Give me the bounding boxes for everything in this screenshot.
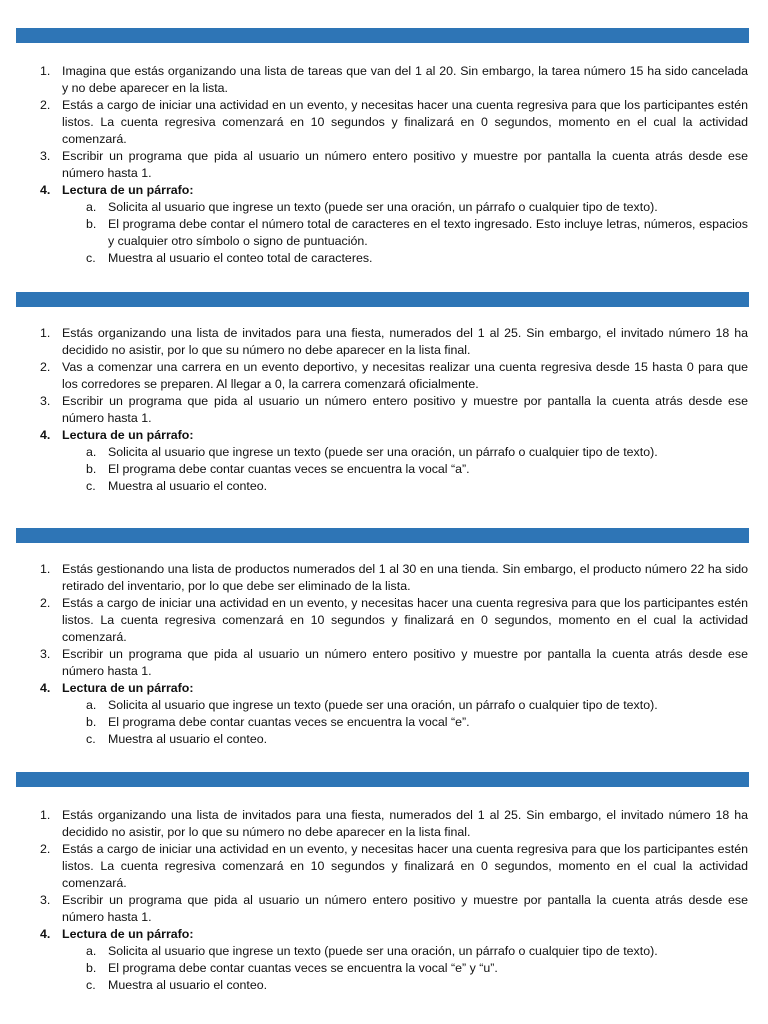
exercise-list (16, 325, 749, 495)
list-item: 3. Escribir un programa que pida al usuario un número entero positivo y muestre por pantalla la cuenta atrás desde ese número hasta 1. (40, 893, 748, 924)
list-item: 1. Estás organizando una lista de invitados para una fiesta, numerados del 1 al 25. Sin embargo, el invitado número 18 ha decidido no asistir, por lo que su número no debe aparecer en la lista final. (40, 326, 748, 357)
item-text: Escribir un programa que pida al usuario un número entero positivo y muestre por pantalla la cuenta atrás desde ese número hasta 1. (62, 893, 748, 924)
list-item: 3. Escribir un programa que pida al usuario un número entero positivo y muestre por pantalla la cuenta atrás desde ese número hasta 1. (40, 149, 748, 180)
sub-list-item: b. El programa debe contar cuantas veces se encuentra la vocal “e” y “u”. (86, 961, 498, 975)
sub-list-item: b. El programa debe contar cuantas veces se encuentra la vocal “e”. (86, 715, 470, 729)
exercise-list (16, 63, 749, 267)
item-text: Escribir un programa que pida al usuario un número entero positivo y muestre por pantalla la cuenta atrás desde ese número hasta 1. (62, 149, 748, 180)
sub-item-text: Solicita al usuario que ingrese un texto (puede ser una oración, un párrafo o cualquier tipo de texto). (108, 944, 658, 958)
list-item: 1. Estás gestionando una lista de productos numerados del 1 al 30 en una tienda. Sin embargo, el producto número 22 ha sido retirado del inventario, por lo que debe ser eliminado de la lista. (40, 562, 748, 593)
sub-item-text: El programa debe contar cuantas veces se encuentra la vocal “e”. (108, 715, 470, 729)
sub-list-item: a. Solicita al usuario que ingrese un texto (puede ser una oración, un párrafo o cualquier tipo de texto). (86, 944, 658, 958)
exercise-list (16, 561, 749, 748)
sub-item-text: Muestra al usuario el conteo total de caracteres. (108, 251, 373, 265)
sub-list-item: b. El programa debe contar cuantas veces se encuentra la vocal “a”. (86, 462, 470, 476)
sub-list-item: c. Muestra al usuario el conteo. (86, 978, 268, 992)
sub-list-item: a. Solicita al usuario que ingrese un texto (puede ser una oración, un párrafo o cualquier tipo de texto). (86, 698, 658, 712)
item-text: Estás a cargo de iniciar una actividad en un evento, y necesitas hacer una cuenta regresiva para que los participantes estén listos. La cuenta regresiva comenzará en 10 segundos y finalizará en 0 segundos, momento en el cual la actividad comenzará. (62, 98, 748, 146)
sub-list-item: c. Muestra al usuario el conteo. (86, 479, 268, 493)
item-text: Escribir un programa que pida al usuario un número entero positivo y muestre por pantalla la cuenta atrás desde ese número hasta 1. (62, 647, 748, 678)
exercise-section-2 (16, 292, 749, 495)
section-header-bar (16, 28, 749, 43)
sub-list (16, 943, 748, 994)
list-item: 4. Lectura de un párrafo: a. Solicita al usuario que ingrese un texto (puede ser una oración, un párrafo o cualquier tipo de texto). b. El programa debe contar el número total de caracteres en el texto ingresado. Esto incluye letras, números, espacios y cualquier otro símbolo o signo de puntuación. c. Muestra al usuario el conteo total de caracteres. (16, 182, 749, 267)
item-text: Lectura de un párrafo: (62, 183, 194, 197)
list-item: 4. Lectura de un párrafo: a. Solicita al usuario que ingrese un texto (puede ser una oración, un párrafo o cualquier tipo de texto). b. El programa debe contar cuantas veces se encuentra la vocal “a”. c. Muestra al usuario el conteo. (16, 427, 749, 495)
list-item: 1. Imagina que estás organizando una lista de tareas que van del 1 al 20. Sin embargo, la tarea número 15 ha sido cancelada y no debe aparecer en la lista. (40, 64, 748, 95)
sub-list (16, 697, 748, 748)
list-item: 4. Lectura de un párrafo: a. Solicita al usuario que ingrese un texto (puede ser una oración, un párrafo o cualquier tipo de texto). b. El programa debe contar cuantas veces se encuentra la vocal “e”. c. Muestra al usuario el conteo. (16, 680, 749, 748)
item-text: Estás gestionando una lista de productos numerados del 1 al 30 en una tienda. Sin embargo, el producto número 22 ha sido retirado del inventario, por lo que debe ser eliminado de la lista. (62, 562, 748, 593)
list-item: 2. Estás a cargo de iniciar una actividad en un evento, y necesitas hacer una cuenta regresiva para que los participantes estén listos. La cuenta regresiva comenzará en 10 segundos y finalizará en 0 segundos, momento en el cual la actividad comenzará. (40, 596, 748, 644)
sub-item-text: Solicita al usuario que ingrese un texto (puede ser una oración, un párrafo o cualquier tipo de texto). (108, 200, 658, 214)
item-text: Vas a comenzar una carrera en un evento deportivo, y necesitas realizar una cuenta regresiva desde 15 hasta 0 para que los corredores se preparen. Al llegar a 0, la carrera comenzará oficialmente. (62, 360, 748, 391)
sub-list-item: a. Solicita al usuario que ingrese un texto (puede ser una oración, un párrafo o cualquier tipo de texto). (86, 200, 658, 214)
item-text: Estás organizando una lista de invitados para una fiesta, numerados del 1 al 25. Sin embargo, el invitado número 18 ha decidido no asistir, por lo que su número no debe aparecer en la lista final. (62, 808, 748, 839)
list-item: 1. Estás organizando una lista de invitados para una fiesta, numerados del 1 al 25. Sin embargo, el invitado número 18 ha decidido no asistir, por lo que su número no debe aparecer en la lista final. (40, 808, 748, 839)
sub-list-item: c. Muestra al usuario el conteo total de caracteres. (86, 251, 373, 265)
sub-item-text: Muestra al usuario el conteo. (108, 978, 268, 992)
item-text: Lectura de un párrafo: (62, 681, 194, 695)
item-text: Imagina que estás organizando una lista de tareas que van del 1 al 20. Sin embargo, la tarea número 15 ha sido cancelada y no debe aparecer en la lista. (62, 64, 748, 95)
item-text: Estás a cargo de iniciar una actividad en un evento, y necesitas hacer una cuenta regresiva para que los participantes estén listos. La cuenta regresiva comenzará en 10 segundos y finalizará en 0 segundos, momento en el cual la actividad comenzará. (62, 596, 748, 644)
sub-list-item: a. Solicita al usuario que ingrese un texto (puede ser una oración, un párrafo o cualquier tipo de texto). (86, 445, 658, 459)
sub-list-item: c. Muestra al usuario el conteo. (86, 732, 268, 746)
sub-list (16, 444, 748, 495)
sub-item-text: El programa debe contar el número total de caracteres en el texto ingresado. Esto incluye letras, números, espacios y cualquier otro símbolo o signo de puntuación. (108, 217, 748, 248)
section-header-bar (16, 292, 749, 307)
item-text: Lectura de un párrafo: (62, 927, 194, 941)
list-item: 2. Estás a cargo de iniciar una actividad en un evento, y necesitas hacer una cuenta regresiva para que los participantes estén listos. La cuenta regresiva comenzará en 10 segundos y finalizará en 0 segundos, momento en el cual la actividad comenzará. (40, 842, 748, 890)
sub-list (16, 199, 748, 267)
list-item: 3. Escribir un programa que pida al usuario un número entero positivo y muestre por pantalla la cuenta atrás desde ese número hasta 1. (40, 647, 748, 678)
exercise-list (16, 807, 749, 994)
exercise-section-3 (16, 528, 749, 748)
sub-item-text: Solicita al usuario que ingrese un texto (puede ser una oración, un párrafo o cualquier tipo de texto). (108, 445, 658, 459)
list-item: 2. Vas a comenzar una carrera en un evento deportivo, y necesitas realizar una cuenta regresiva desde 15 hasta 0 para que los corredores se preparen. Al llegar a 0, la carrera comenzará oficialmente. (40, 360, 748, 391)
exercise-section-4 (16, 772, 749, 994)
sub-item-text: El programa debe contar cuantas veces se encuentra la vocal “a”. (108, 462, 470, 476)
item-text: Lectura de un párrafo: (62, 428, 194, 442)
list-item: 2. Estás a cargo de iniciar una actividad en un evento, y necesitas hacer una cuenta regresiva para que los participantes estén listos. La cuenta regresiva comenzará en 10 segundos y finalizará en 0 segundos, momento en el cual la actividad comenzará. (40, 98, 748, 146)
exercise-section-1 (16, 28, 749, 267)
section-header-bar (16, 772, 749, 787)
section-header-bar (16, 528, 749, 543)
sub-item-text: El programa debe contar cuantas veces se encuentra la vocal “e” y “u”. (108, 961, 498, 975)
item-text: Estás a cargo de iniciar una actividad en un evento, y necesitas hacer una cuenta regresiva para que los participantes estén listos. La cuenta regresiva comenzará en 10 segundos y finalizará en 0 segundos, momento en el cual la actividad comenzará. (62, 842, 748, 890)
item-text: Escribir un programa que pida al usuario un número entero positivo y muestre por pantalla la cuenta atrás desde ese número hasta 1. (62, 394, 748, 425)
sub-item-text: Muestra al usuario el conteo. (108, 479, 268, 493)
sub-item-text: Solicita al usuario que ingrese un texto (puede ser una oración, un párrafo o cualquier tipo de texto). (108, 698, 658, 712)
list-item: 3. Escribir un programa que pida al usuario un número entero positivo y muestre por pantalla la cuenta atrás desde ese número hasta 1. (40, 394, 748, 425)
item-text: Estás organizando una lista de invitados para una fiesta, numerados del 1 al 25. Sin embargo, el invitado número 18 ha decidido no asistir, por lo que su número no debe aparecer en la lista final. (62, 326, 748, 357)
sub-list-item: b. El programa debe contar el número total de caracteres en el texto ingresado. Esto incluye letras, números, espacios y cualquier otro símbolo o signo de puntuación. (86, 217, 748, 248)
list-item: 4. Lectura de un párrafo: a. Solicita al usuario que ingrese un texto (puede ser una oración, un párrafo o cualquier tipo de texto). b. El programa debe contar cuantas veces se encuentra la vocal “e” y “u”. c. Muestra al usuario el conteo. (16, 926, 749, 994)
sub-item-text: Muestra al usuario el conteo. (108, 732, 268, 746)
